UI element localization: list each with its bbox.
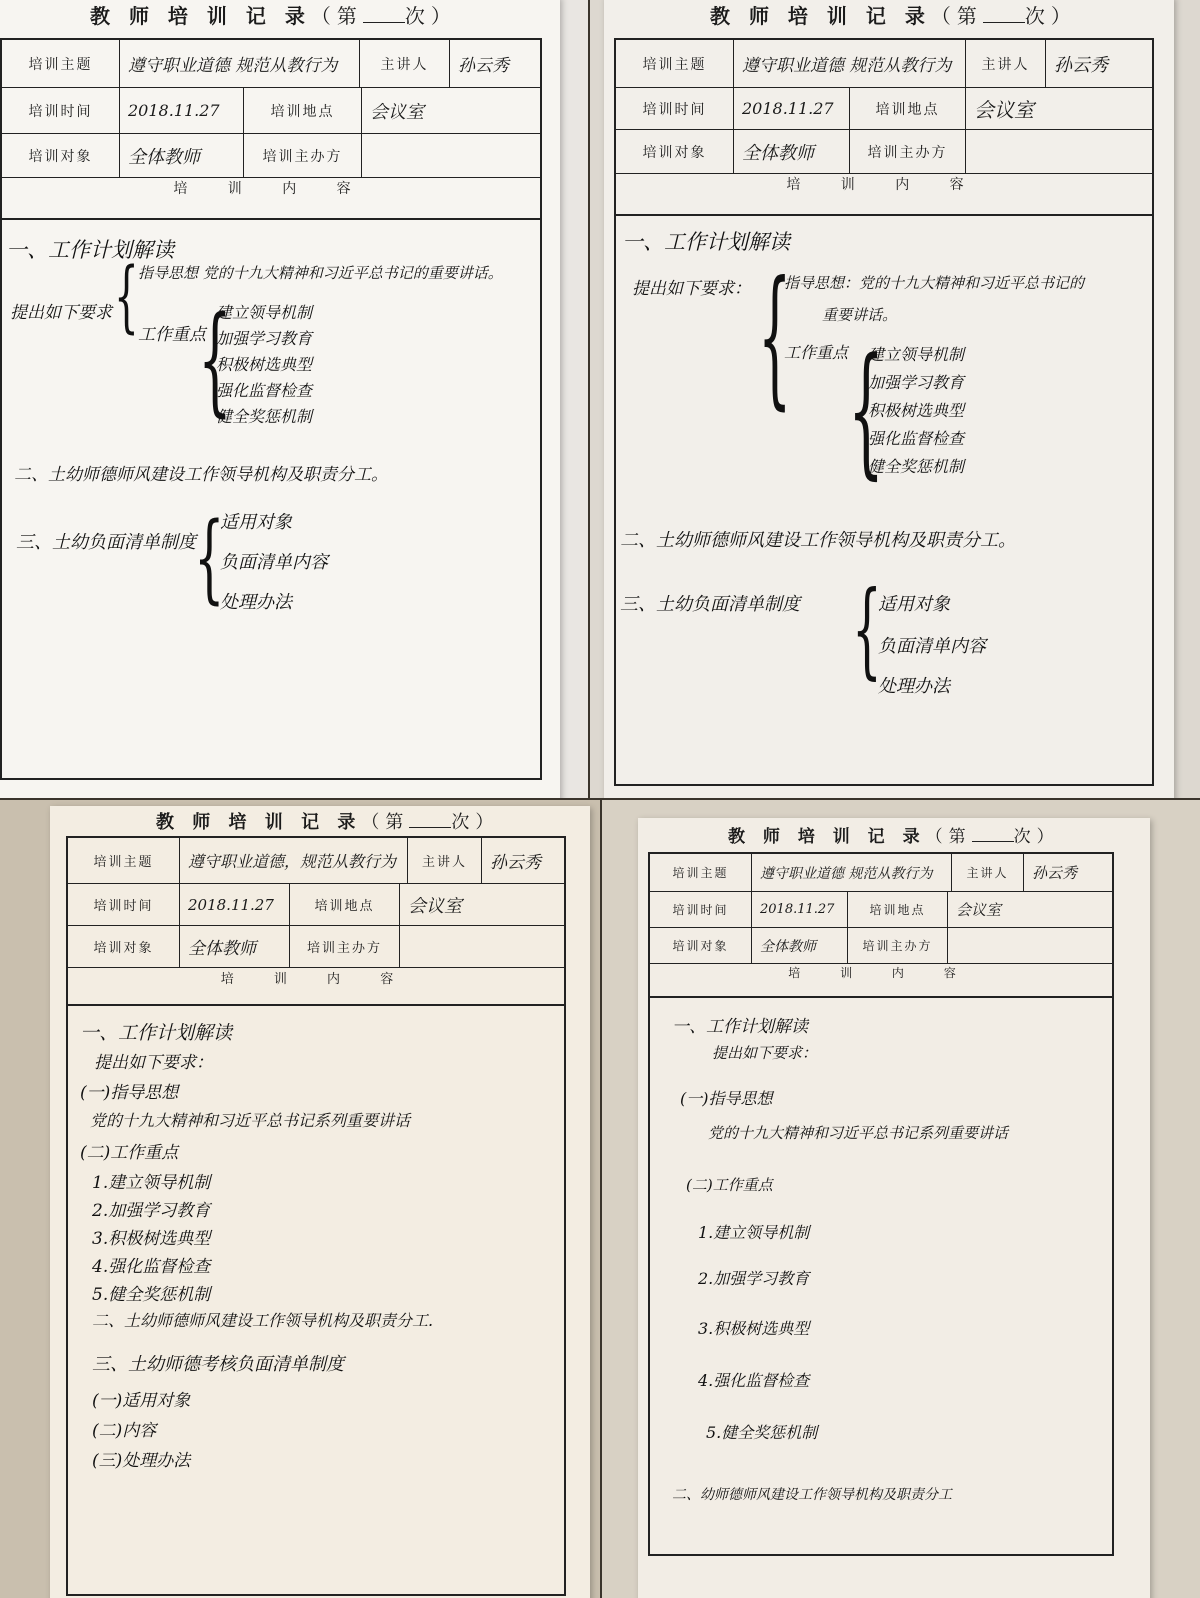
sheet-title-number-prefix: （第 xyxy=(361,812,410,833)
label-time: 培训时间 xyxy=(2,88,120,133)
requirements: 提出如下要求 xyxy=(10,303,112,323)
sheet-title-text: 教 师 培 训 记 录 xyxy=(156,812,362,833)
sheet-title xyxy=(156,808,499,834)
value-speaker: 孙云秀 xyxy=(1032,864,1078,882)
section-2: 二、土幼师德师风建设工作领导机构及职责分工。 xyxy=(14,465,388,485)
photo-record-3 xyxy=(0,800,600,1598)
focus-item: 5.健全奖惩机制 xyxy=(706,1423,818,1442)
label-topic: 培训主题 xyxy=(616,40,734,87)
guiding-heading: (一)指导思想 xyxy=(680,1089,773,1108)
photo-record-4 xyxy=(602,800,1200,1598)
subitem: 处理办法 xyxy=(878,676,950,697)
content-area xyxy=(648,996,1114,1556)
brace: { xyxy=(198,290,232,428)
section-2: 二、土幼师德师风建设工作领导机构及职责分工. xyxy=(92,1311,434,1330)
value-organizer xyxy=(966,130,1152,173)
label-place: 培训地点 xyxy=(244,88,362,133)
sheet-title xyxy=(90,0,457,29)
label-topic: 培训主题 xyxy=(650,854,752,891)
sheet-title-number-suffix: 次） xyxy=(451,812,500,833)
value-organizer xyxy=(362,134,540,177)
record-sheet xyxy=(50,806,590,1598)
label-organizer: 培训主办方 xyxy=(848,928,948,963)
label-organizer: 培训主办方 xyxy=(850,130,966,173)
value-audience: 全体教师 xyxy=(120,134,244,177)
label-place: 培训地点 xyxy=(850,88,966,129)
label-place: 培训地点 xyxy=(290,884,400,925)
sheet-title-text: 教 师 培 训 记 录 xyxy=(728,827,926,847)
label-speaker: 主讲人 xyxy=(360,40,450,87)
value-organizer xyxy=(400,926,564,967)
record-sheet xyxy=(604,0,1174,798)
focus-item: 1.建立领导机制 xyxy=(92,1173,211,1193)
label-organizer: 培训主办方 xyxy=(244,134,362,177)
value-time: 2018.11.27 xyxy=(120,88,244,133)
record-sheet xyxy=(638,818,1150,1598)
section-2: 二、土幼师德师风建设工作领导机构及职责分工。 xyxy=(620,530,1016,551)
label-audience: 培训对象 xyxy=(2,134,120,177)
focus-heading: (二)工作重点 xyxy=(686,1176,773,1194)
requirements: 提出如下要求： xyxy=(94,1053,213,1073)
subitem: 处理办法 xyxy=(220,592,292,613)
sheet-title-number-prefix: （第 xyxy=(930,4,983,28)
sheet-title-number-suffix: 次） xyxy=(1024,4,1077,28)
label-content: 培 训 内 容 xyxy=(788,966,974,980)
photo-record-1 xyxy=(0,0,588,798)
focus-item: 3.积极树选典型 xyxy=(92,1229,211,1249)
subitem: (一)适用对象 xyxy=(92,1391,191,1411)
sheet-title-number-prefix: （第 xyxy=(925,827,972,847)
guiding-text: 党的十九大精神和习近平总书记系列重要讲话 xyxy=(90,1111,411,1130)
guiding-heading: (一)指导思想 xyxy=(80,1083,179,1103)
brace: { xyxy=(114,252,139,342)
sheet-title-text: 教 师 培 训 记 录 xyxy=(90,4,311,28)
guiding-ideology: 指导思想：党的十九大精神和习近平总书记的 xyxy=(784,274,1085,292)
sheet-title-text: 教 师 培 训 记 录 xyxy=(710,4,931,28)
label-content: 培 训 内 容 xyxy=(786,177,982,193)
value-audience: 全体教师 xyxy=(752,928,848,963)
label-organizer: 培训主办方 xyxy=(290,926,400,967)
section-3: 三、土幼负面清单制度 xyxy=(620,594,800,615)
section-3: 三、土幼负面清单制度 xyxy=(16,532,196,553)
focus-item: 建立领导机制 xyxy=(868,345,965,364)
brace: { xyxy=(848,328,885,493)
focus-item: 4.强化监督检查 xyxy=(92,1257,211,1277)
focus-item: 1.建立领导机制 xyxy=(698,1223,810,1242)
sheet-title-number-prefix: （第 xyxy=(310,4,363,28)
subitem: 适用对象 xyxy=(878,594,950,615)
label-topic: 培训主题 xyxy=(68,838,180,883)
section-1: 一、工作计划解读 xyxy=(622,230,790,254)
sheet-title-number-suffix: 次） xyxy=(404,4,457,28)
content-area xyxy=(66,1006,566,1596)
header-table xyxy=(0,38,542,220)
subitem: 负面清单内容 xyxy=(220,552,328,573)
content-area xyxy=(0,220,542,780)
label-time: 培训时间 xyxy=(68,884,180,925)
number-blank xyxy=(363,22,405,23)
subitem: 负面清单内容 xyxy=(878,636,986,657)
number-blank xyxy=(983,22,1025,23)
label-audience: 培训对象 xyxy=(616,130,734,173)
number-blank xyxy=(972,841,1014,842)
value-topic: 遵守职业道德，规范从教行为 xyxy=(180,838,408,883)
label-speaker: 主讲人 xyxy=(966,40,1046,87)
section-3: 三、土幼师德考核负面清单制度 xyxy=(92,1354,344,1375)
value-speaker: 孙云秀 xyxy=(490,853,541,873)
focus-item: 加强学习教育 xyxy=(868,373,965,392)
guiding-ideology-cont: 重要讲话。 xyxy=(822,306,898,324)
value-place: 会议室 xyxy=(408,895,462,917)
brace: { xyxy=(194,502,225,614)
focus-item: 4.强化监督检查 xyxy=(698,1371,810,1390)
subitem: (二)内容 xyxy=(92,1421,157,1441)
focus-item: 积极树选典型 xyxy=(216,355,313,374)
focus-heading: (二)工作重点 xyxy=(80,1143,179,1163)
label-topic: 培训主题 xyxy=(2,40,120,87)
value-time: 2018.11.27 xyxy=(752,892,848,927)
label-time: 培训时间 xyxy=(650,892,752,927)
value-place: 会议室 xyxy=(974,98,1034,122)
label-place: 培训地点 xyxy=(848,892,948,927)
label-content: 培 训 内 容 xyxy=(173,181,369,197)
label-content: 培 训 内 容 xyxy=(220,972,412,987)
sheet-title xyxy=(710,0,1077,29)
header-table xyxy=(614,38,1154,216)
focus-item: 2.加强学习教育 xyxy=(698,1269,810,1288)
focus-item: 强化监督检查 xyxy=(868,429,965,448)
work-focus: 工作重点 xyxy=(784,343,849,362)
focus-item: 建立领导机制 xyxy=(216,303,313,322)
value-time: 2018.11.27 xyxy=(734,88,850,129)
sheet-title xyxy=(728,822,1060,847)
photo-record-2 xyxy=(590,0,1200,798)
header-table xyxy=(648,852,1114,998)
section-1: 一、工作计划解读 xyxy=(6,238,174,262)
label-time: 培训时间 xyxy=(616,88,734,129)
label-speaker: 主讲人 xyxy=(952,854,1024,891)
focus-item: 加强学习教育 xyxy=(216,329,313,348)
section-1: 一、工作计划解读 xyxy=(80,1022,233,1044)
focus-item: 5.健全奖惩机制 xyxy=(92,1285,211,1305)
value-audience: 全体教师 xyxy=(180,926,290,967)
focus-item: 2.加强学习教育 xyxy=(92,1201,211,1221)
guiding-text: 党的十九大精神和习近平总书记系列重要讲话 xyxy=(708,1124,1009,1142)
subitem: (三)处理办法 xyxy=(92,1451,191,1471)
value-audience: 全体教师 xyxy=(734,130,850,173)
record-sheet xyxy=(0,0,560,798)
sheet-title-number-suffix: 次） xyxy=(1013,827,1060,847)
number-blank xyxy=(409,827,451,828)
value-topic: 遵守职业道德 规范从教行为 xyxy=(120,40,360,87)
value-speaker: 孙云秀 xyxy=(1054,54,1108,76)
value-topic: 遵守职业道德 规范从教行为 xyxy=(752,854,952,891)
work-focus: 工作重点 xyxy=(138,325,206,345)
focus-item: 3.积极树选典型 xyxy=(698,1319,810,1338)
header-table xyxy=(66,836,566,1006)
value-place: 会议室 xyxy=(370,101,424,123)
focus-item: 强化监督检查 xyxy=(216,381,313,400)
label-speaker: 主讲人 xyxy=(408,838,482,883)
value-place: 会议室 xyxy=(956,901,1002,919)
value-time: 2018.11.27 xyxy=(180,884,290,925)
value-topic: 遵守职业道德 规范从教行为 xyxy=(734,40,966,87)
brace: { xyxy=(852,568,882,690)
guiding-ideology: 指导思想 党的十九大精神和习近平总书记的重要讲话。 xyxy=(138,264,503,282)
focus-item: 健全奖惩机制 xyxy=(868,457,965,476)
value-organizer xyxy=(948,928,1112,963)
section-2: 二、幼师德师风建设工作领导机构及职责分工 xyxy=(672,1487,952,1503)
brace: { xyxy=(758,250,792,424)
label-audience: 培训对象 xyxy=(68,926,180,967)
focus-item: 积极树选典型 xyxy=(868,401,965,420)
focus-item: 健全奖惩机制 xyxy=(216,407,313,426)
requirements: 提出如下要求： xyxy=(712,1044,818,1062)
content-area xyxy=(614,216,1154,786)
value-speaker: 孙云秀 xyxy=(458,56,509,76)
requirements: 提出如下要求： xyxy=(632,279,751,299)
section-1: 一、工作计划解读 xyxy=(672,1017,808,1037)
subitem: 适用对象 xyxy=(220,512,292,533)
label-audience: 培训对象 xyxy=(650,928,752,963)
